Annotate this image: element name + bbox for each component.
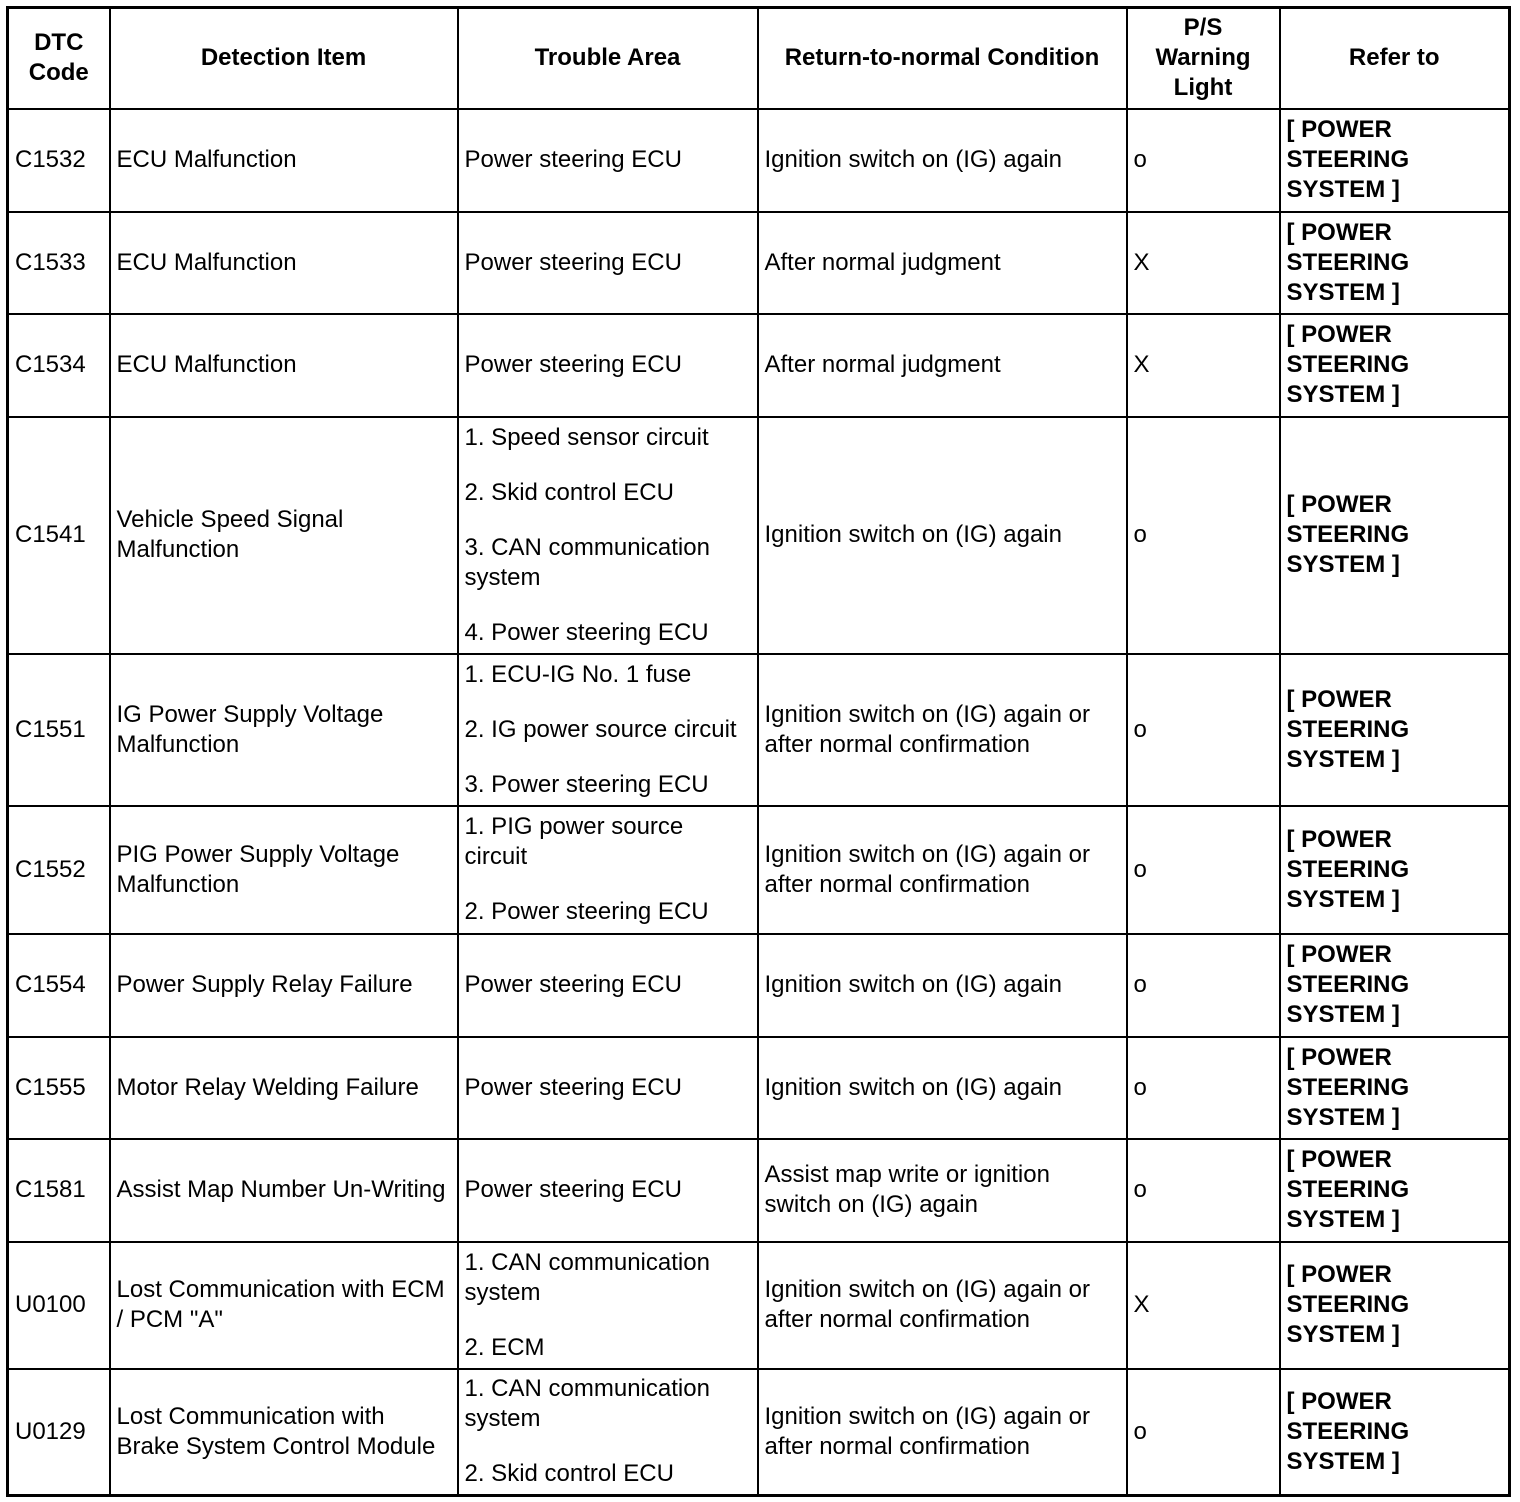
detection-item-cell: IG Power Supply Voltage Malfunction — [110, 654, 458, 806]
trouble-area-item: 3. CAN communication system — [464, 533, 710, 591]
table-row — [8, 109, 1510, 212]
warning-light-cell: o — [1127, 934, 1280, 1037]
table-row — [8, 934, 1510, 1037]
refer-to-cell: [ POWER STEERING SYSTEM ] — [1280, 806, 1510, 934]
trouble-area-item: 3. Power steering ECU — [464, 770, 709, 798]
dtc-code-cell: C1534 — [8, 314, 110, 417]
detection-item-cell: Motor Relay Welding Failure — [110, 1037, 458, 1139]
warning-light-cell: X — [1127, 212, 1280, 314]
trouble-area-cell — [458, 654, 758, 806]
trouble-area-cell — [458, 934, 758, 1037]
warning-light-cell: o — [1127, 109, 1280, 212]
warning-light-cell: X — [1127, 1242, 1280, 1369]
return-condition-cell: Ignition switch on (IG) again or after normal confirmation — [758, 1369, 1127, 1496]
table-header — [8, 8, 1510, 109]
table-row — [8, 1037, 1510, 1139]
trouble-area-item: Power steering ECU — [464, 351, 682, 378]
dtc-code-cell: C1554 — [8, 934, 110, 1037]
return-condition-cell: After normal judgment — [758, 212, 1127, 314]
dtc-code-cell: C1581 — [8, 1139, 110, 1242]
warning-light-cell: o — [1127, 1139, 1280, 1242]
warning-light-cell: o — [1127, 1369, 1280, 1496]
trouble-area-item: 2. ECM — [464, 1333, 545, 1361]
return-condition-cell: Ignition switch on (IG) again or after normal confirmation — [758, 1242, 1127, 1369]
trouble-area-item: 2. Skid control ECU — [464, 1460, 674, 1488]
detection-item-cell: Vehicle Speed Signal Malfunction — [110, 417, 458, 654]
header-trouble-area: Trouble Area — [458, 8, 758, 109]
dtc-table — [6, 6, 1511, 1497]
header-dtc-code: DTC Code — [8, 8, 110, 109]
return-condition-cell: Ignition switch on (IG) again or after normal confirmation — [758, 806, 1127, 934]
refer-to-cell: [ POWER STEERING SYSTEM ] — [1280, 934, 1510, 1037]
dtc-code-cell: C1533 — [8, 212, 110, 314]
trouble-area-cell — [458, 109, 758, 212]
dtc-code-cell: C1532 — [8, 109, 110, 212]
warning-light-cell: o — [1127, 417, 1280, 654]
trouble-area-item: 1. CAN communication system — [464, 1375, 710, 1433]
trouble-area-item: Power steering ECU — [464, 1073, 682, 1101]
warning-light-cell: o — [1127, 654, 1280, 806]
detection-item-cell: ECU Malfunction — [110, 314, 458, 417]
dtc-code-cell: C1552 — [8, 806, 110, 934]
table-row — [8, 212, 1510, 314]
trouble-area-cell — [458, 1139, 758, 1242]
table-row — [8, 806, 1510, 934]
trouble-area-item: 2. IG power source circuit — [464, 715, 737, 743]
refer-to-cell: [ POWER STEERING SYSTEM ] — [1280, 109, 1510, 212]
detection-item-cell: Lost Communication with Brake System Control Module — [110, 1369, 458, 1496]
refer-to-cell: [ POWER STEERING SYSTEM ] — [1280, 212, 1510, 314]
trouble-area-cell — [458, 1242, 758, 1369]
trouble-area-item: Power steering ECU — [464, 971, 682, 998]
warning-light-cell: o — [1127, 806, 1280, 934]
trouble-area-item: 1. PIG power source circuit — [464, 813, 684, 870]
dtc-code-cell: C1555 — [8, 1037, 110, 1139]
refer-to-cell: [ POWER STEERING SYSTEM ] — [1280, 1139, 1510, 1242]
detection-item-cell: ECU Malfunction — [110, 109, 458, 212]
refer-to-cell: [ POWER STEERING SYSTEM ] — [1280, 314, 1510, 417]
dtc-code-cell: U0100 — [8, 1242, 110, 1369]
refer-to-cell: [ POWER STEERING SYSTEM ] — [1280, 1242, 1510, 1369]
header-return-condition: Return-to-normal Condition — [758, 8, 1127, 109]
refer-to-cell: [ POWER STEERING SYSTEM ] — [1280, 1369, 1510, 1496]
refer-to-cell: [ POWER STEERING SYSTEM ] — [1280, 654, 1510, 806]
header-refer-to: Refer to — [1280, 8, 1510, 109]
refer-to-cell: [ POWER STEERING SYSTEM ] — [1280, 417, 1510, 654]
detection-item-cell: Lost Communication with ECM / PCM "A" — [110, 1242, 458, 1369]
table-body — [8, 109, 1510, 1496]
return-condition-cell: Ignition switch on (IG) again or after normal confirmation — [758, 654, 1127, 806]
trouble-area-item: Power steering ECU — [464, 146, 682, 173]
detection-item-cell: PIG Power Supply Voltage Malfunction — [110, 806, 458, 934]
trouble-area-item: 1. ECU-IG No. 1 fuse — [464, 660, 692, 688]
table-row — [8, 314, 1510, 417]
trouble-area-cell — [458, 212, 758, 314]
return-condition-cell: Assist map write or ignition switch on (IG) again — [758, 1139, 1127, 1242]
trouble-area-cell — [458, 1369, 758, 1496]
return-condition-cell: After normal judgment — [758, 314, 1127, 417]
table-row — [8, 417, 1510, 654]
trouble-area-cell — [458, 314, 758, 417]
dtc-code-cell: C1551 — [8, 654, 110, 806]
return-condition-cell: Ignition switch on (IG) again — [758, 1037, 1127, 1139]
table-row — [8, 654, 1510, 806]
return-condition-cell: Ignition switch on (IG) again — [758, 934, 1127, 1037]
detection-item-cell: ECU Malfunction — [110, 212, 458, 314]
trouble-area-item: 1. CAN communication system — [464, 1248, 710, 1306]
return-condition-cell: Ignition switch on (IG) again — [758, 417, 1127, 654]
header-warning-light: P/S Warning Light — [1127, 8, 1280, 109]
trouble-area-item: 4. Power steering ECU — [464, 618, 709, 646]
detection-item-cell: Assist Map Number Un-Writing — [110, 1139, 458, 1242]
trouble-area-cell — [458, 417, 758, 654]
table-row — [8, 1139, 1510, 1242]
header-detection-item: Detection Item — [110, 8, 458, 109]
table-row — [8, 1242, 1510, 1369]
trouble-area-cell — [458, 806, 758, 934]
dtc-code-cell: U0129 — [8, 1369, 110, 1496]
dtc-code-cell: C1541 — [8, 417, 110, 654]
trouble-area-cell — [458, 1037, 758, 1139]
trouble-area-item: 2. Power steering ECU — [464, 898, 709, 925]
return-condition-cell: Ignition switch on (IG) again — [758, 109, 1127, 212]
header-row — [8, 8, 1510, 109]
table-row — [8, 1369, 1510, 1496]
refer-to-cell: [ POWER STEERING SYSTEM ] — [1280, 1037, 1510, 1139]
detection-item-cell: Power Supply Relay Failure — [110, 934, 458, 1037]
trouble-area-item: Power steering ECU — [464, 248, 682, 276]
warning-light-cell: X — [1127, 314, 1280, 417]
trouble-area-item: 1. Speed sensor circuit — [464, 423, 709, 451]
warning-light-cell: o — [1127, 1037, 1280, 1139]
trouble-area-item: 2. Skid control ECU — [464, 478, 674, 506]
trouble-area-item: Power steering ECU — [464, 1176, 682, 1203]
